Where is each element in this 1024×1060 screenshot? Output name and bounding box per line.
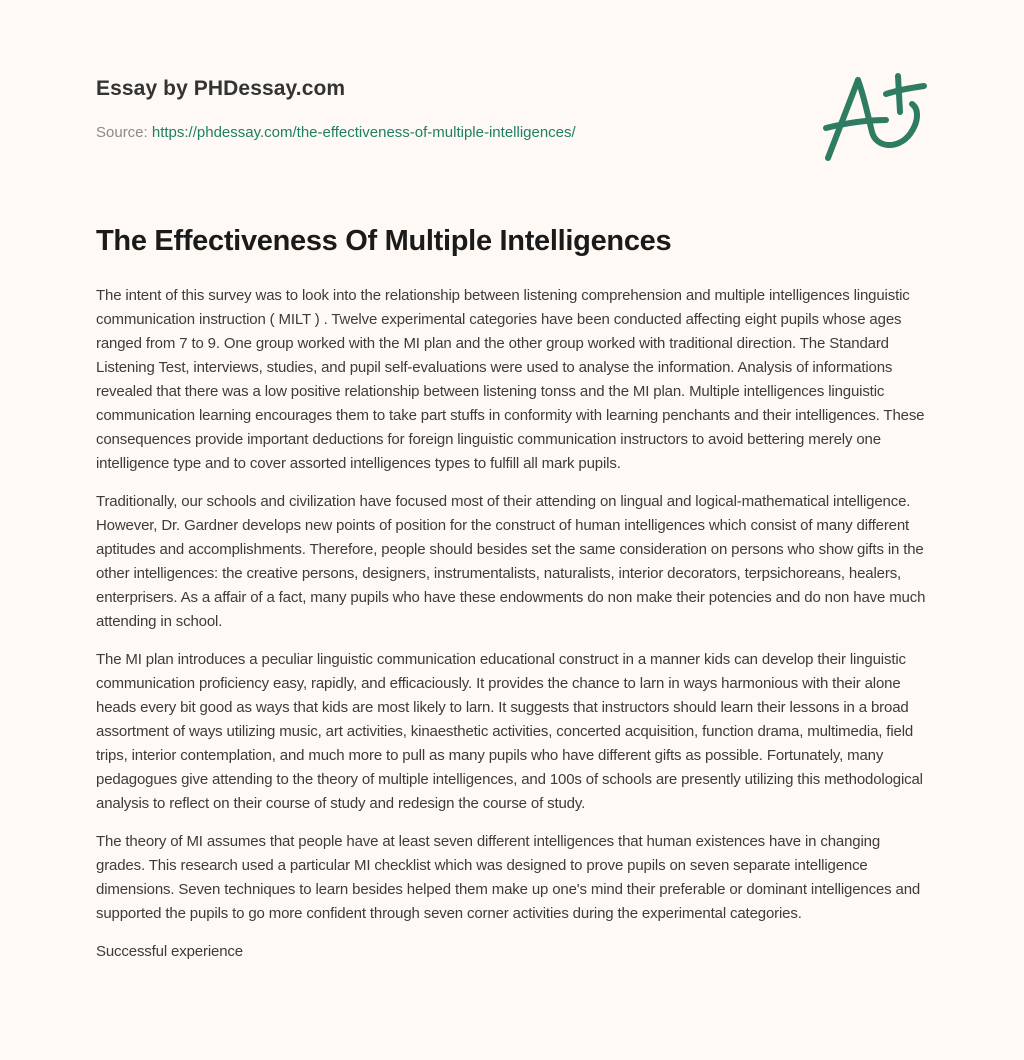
paragraph-1: The intent of this survey was to look into the relationship between listening comprehension and multiple intelligences linguistic communication instruction ( MILT ) . Twelve experimental categories have been conducted affecting eight pupils whose ages ranged from 7 to 9. One group worked with the MI plan and the other group worked with traditional direction. The Standard Listening Test, interviews, studies, and pupil self-evaluations were used to analyse the information. Analysis of informations revealed that there was a low positive relationship between listening tonss and the MI plan. Multiple intelligences linguistic communication learning encourages them to take part stuffs in conformity with learning penchants and their intelligences. These consequences provide important deductions for foreign linguistic communication instructors to avoid bettering merely one intelligence type and to cover assorted intelligences types to fulfill all mark pupils. [96,287,925,472]
a-plus-grade-icon [820,66,930,166]
paragraph-4: The theory of MI assumes that people have at least seven different intelligences that human existences have in changing grades. This research used a particular MI checklist which was designed to prove pupils on seven separate intelligence dimensions. Seven techniques to learn besides helped them make up one's mind their preferable or dominant intelligences and supported the pupils to go more confident through seven corner activities during the experimental categories. [96,833,921,922]
paragraph-2: Traditionally, our schools and civilization have focused most of their attending on lingual and logical-mathematical intelligence. However, Dr. Gardner develops new points of position for the construct of human intelligences which consist of many different aptitudes and accomplishments. Therefore, people should besides set the same consideration on persons who show gifts in the other intelligences: the creative persons, designers, instrumentalists, naturalists, interior decorators, terpsichoreans, healers, enterprisers. As a affair of a fact, many pupils who have these endowments do non make their potencies and do non have much attending in school. [96,493,926,630]
page-header [96,0,936,200]
paragraph-5: Successful experience [96,943,243,960]
brand-name: Essay by PHDessay.com [96,77,346,100]
essay-body [96,284,928,978]
source-link[interactable]: https://phdessay.com/the-effectiveness-of-multiple-intelligences/ [151,124,576,141]
source-label: Source: [96,124,152,141]
essay-title: The Effectiveness Of Multiple Intelligences [96,225,672,257]
source-line [96,124,576,141]
paragraph-3: The MI plan introduces a peculiar linguistic communication educational construct in a manner kids can develop their linguistic communication proficiency easy, rapidly, and efficaciously. It provides the chance to larn in ways harmonious with their alone heads every bit good as ways that kids are most likely to larn. It suggests that instructors should learn their lessons in a broad assortment of ways utilizing music, art activities, kinaesthetic activities, concerted acquisition, function drama, multimedia, field trips, interior contemplation, and much more to pull as many pupils who have different gifts as possible. Fortunately, many pedagogues give attending to the theory of multiple intelligences, and 100s of schools are presently utilizing this methodological analysis to reflect on their course of study and redesign the course of study. [96,651,923,812]
